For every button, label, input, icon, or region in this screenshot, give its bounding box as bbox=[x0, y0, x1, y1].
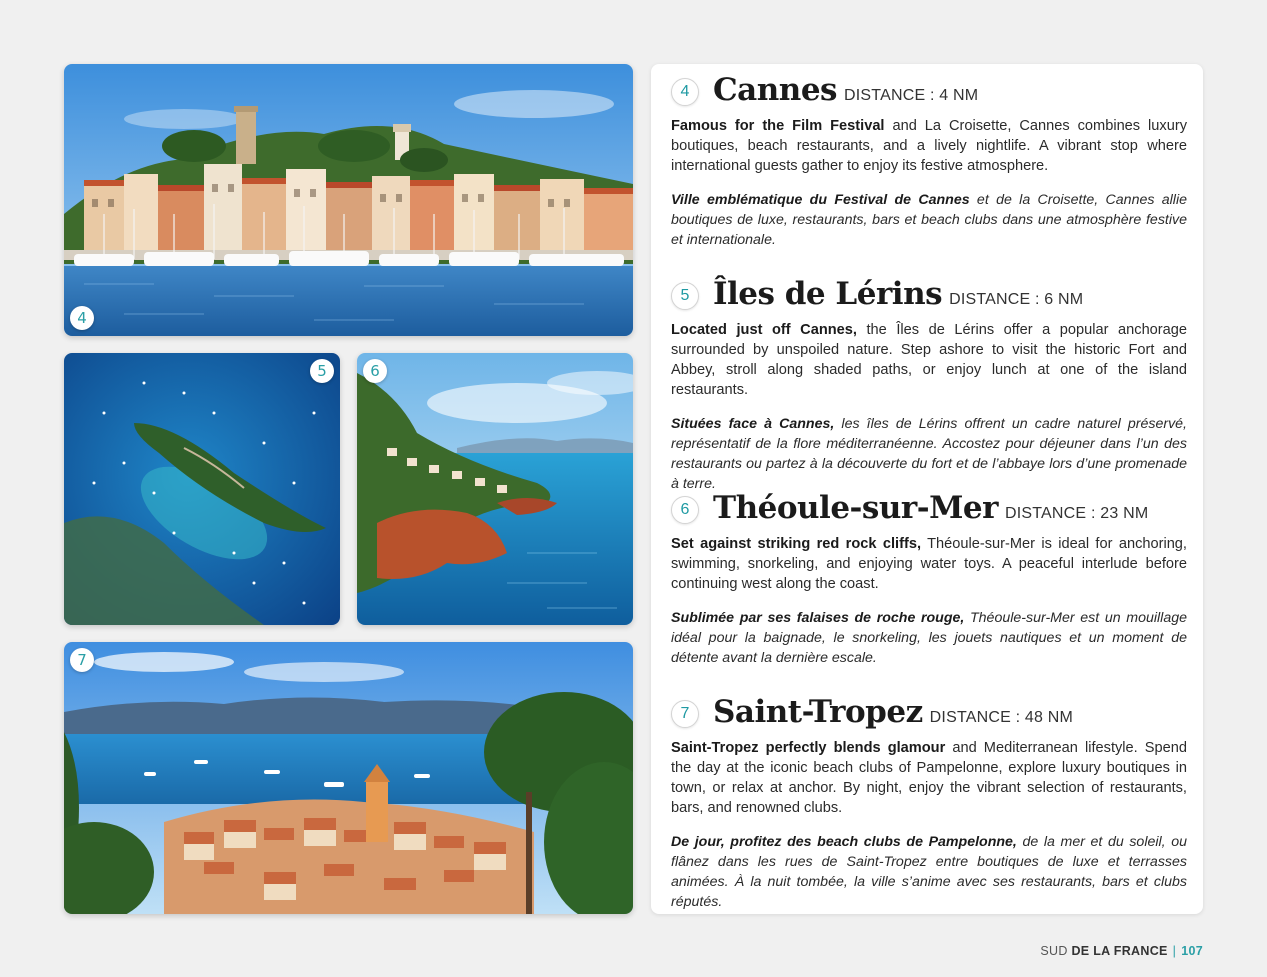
description-french bbox=[671, 414, 1187, 494]
theoule-coast-image bbox=[357, 353, 633, 625]
footer-region-prefix: SUD bbox=[1040, 944, 1068, 958]
section-number-badge: 6 bbox=[671, 496, 699, 524]
description-english bbox=[671, 116, 1187, 176]
section-heading bbox=[671, 72, 1187, 110]
section-cannes bbox=[671, 72, 1187, 250]
description-english-lead: Famous for the Film Festival bbox=[671, 118, 885, 134]
saint-tropez-image bbox=[64, 642, 633, 914]
section-number-badge: 4 bbox=[671, 78, 699, 106]
description-french-lead: De jour, profitez des beach clubs de Pampelonne, bbox=[671, 834, 1017, 850]
description-english-body: and La Croisette, Cannes combines luxury boutiques, beach restaurants, and a lively nightlife. A vibrant stop where international guests gather to enjoy its festive atmosphere. bbox=[671, 118, 1187, 174]
description-french-body: les îles de Lérins offrent un cadre naturel préservé, représentatif de la flore méditerranéenne. Accostez pour déjeuner dans l’un des restaurants ou partez à la découverte du fort et de l’abbaye lors d’une promenade à terre. bbox=[671, 416, 1187, 492]
section-number-badge: 7 bbox=[671, 700, 699, 728]
description-french-lead: Ville emblématique du Festival de Cannes bbox=[671, 192, 970, 208]
description-english-lead: Located just off Cannes, bbox=[671, 322, 857, 338]
description-english-body: Théoule-sur-Mer is ideal for anchoring, swimming, snorkeling, and enjoying water toys. A peaceful interlude before continuing west along the coast. bbox=[671, 536, 1187, 592]
description-french-lead: Sublimée par ses falaises de roche rouge, bbox=[671, 610, 965, 626]
photo-badge-5: 5 bbox=[310, 359, 334, 383]
section-heading bbox=[671, 694, 1187, 732]
distance-label: DISTANCE : 6 NM bbox=[949, 291, 1084, 308]
description-english bbox=[671, 738, 1187, 818]
description-english-body: the Îles de Lérins offer a popular anchorage surrounded by unspoiled nature. Step ashore to visit the historic Fort and Abbey, stroll along shaded paths, or enjoy lunch at one of the island restaurants. bbox=[671, 322, 1188, 398]
place-name: Îles de Lérins bbox=[713, 276, 943, 312]
section-heading bbox=[671, 276, 1187, 314]
destinations-text-panel bbox=[651, 64, 1203, 914]
description-english bbox=[671, 534, 1187, 594]
description-english-lead: Set against striking red rock cliffs, bbox=[671, 536, 921, 552]
page-number: 107 bbox=[1181, 944, 1203, 958]
distance-label: DISTANCE : 4 NM bbox=[844, 87, 979, 104]
photo-saint-tropez bbox=[64, 642, 633, 914]
footer-separator: | bbox=[1172, 944, 1177, 958]
cannes-harbour-image bbox=[64, 64, 633, 336]
description-french-body: de la mer et du soleil, ou flânez dans les rues de Saint-Tropez entre boutiques de luxe et terrasses animées. À la nuit tombée, la ville s’anime avec ses restaurants, bars et clubs réputés. bbox=[671, 834, 1187, 910]
description-french bbox=[671, 190, 1187, 250]
distance-label: DISTANCE : 23 NM bbox=[1004, 505, 1149, 522]
description-english-lead: Saint-Tropez perfectly blends glamour bbox=[671, 740, 946, 756]
photo-badge-6: 6 bbox=[363, 359, 387, 383]
photo-badge-7: 7 bbox=[70, 648, 94, 672]
place-name: Saint-Tropez bbox=[713, 694, 923, 730]
photo-badge-4: 4 bbox=[70, 306, 94, 330]
description-french-lead: Situées face à Cannes, bbox=[671, 416, 835, 432]
photo-iles-de-lerins bbox=[64, 353, 340, 625]
description-french-body: Théoule-sur-Mer est un mouillage idéal pour la baignade, le snorkeling, les jouets nautiques et un moment de détente avant la dernière escale. bbox=[671, 610, 1187, 666]
footer-region-name: DE LA FRANCE bbox=[1071, 944, 1168, 958]
place-name: Théoule-sur-Mer bbox=[713, 490, 998, 526]
distance-label: DISTANCE : 48 NM bbox=[929, 709, 1074, 726]
lerins-aerial-image bbox=[64, 353, 340, 625]
description-french bbox=[671, 832, 1187, 912]
section-saint-tropez bbox=[671, 694, 1187, 912]
section-iles-de-lerins bbox=[671, 276, 1187, 494]
section-heading bbox=[671, 490, 1187, 528]
description-french bbox=[671, 608, 1187, 668]
place-name: Cannes bbox=[713, 72, 838, 108]
description-english-body: and Mediterranean lifestyle. Spend the day at the iconic beach clubs of Pampelonne, explore luxury boutiques in town, or relax at anchor. By night, enjoy the vibrant selection of restaurants, bars, and renowned clubs. bbox=[671, 740, 1188, 816]
photo-theoule-sur-mer bbox=[357, 353, 633, 625]
description-english bbox=[671, 320, 1187, 400]
description-french-body: et de la Croisette, Cannes allie boutiques de luxe, restaurants, bars et beach clubs dans une atmosphère festive et internationale. bbox=[671, 192, 1187, 248]
photo-cannes bbox=[64, 64, 633, 336]
page-footer bbox=[1040, 944, 1203, 958]
section-theoule-sur-mer bbox=[671, 490, 1187, 668]
section-number-badge: 5 bbox=[671, 282, 699, 310]
